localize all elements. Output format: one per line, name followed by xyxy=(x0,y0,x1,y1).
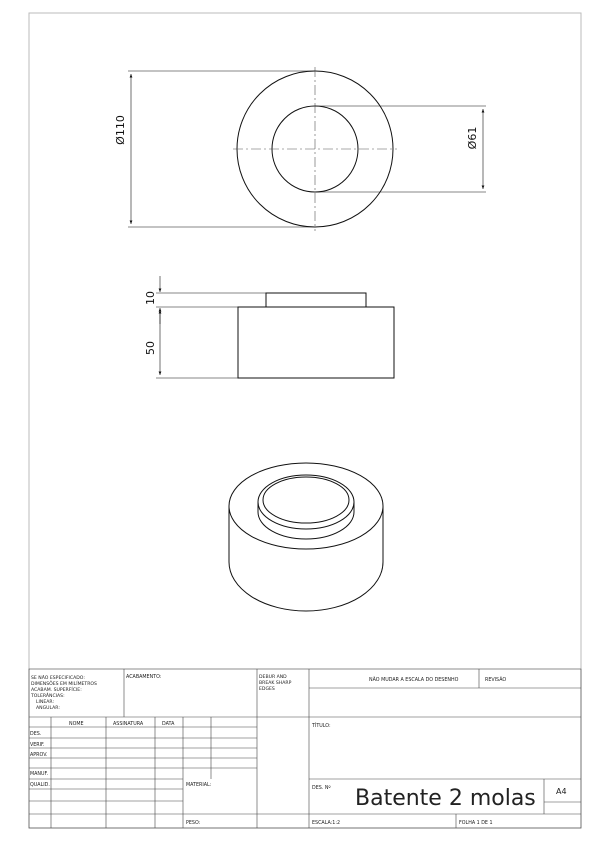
escala-label: ESCALA:1:2 xyxy=(312,821,341,826)
top-view xyxy=(233,67,397,231)
center-lines xyxy=(233,67,397,231)
inner-diameter-label: Ø61 xyxy=(466,126,479,150)
outer-diameter-label: Ø110 xyxy=(114,115,127,145)
debur-line-3: EDGES xyxy=(259,687,275,692)
revisao-label: REVISÃO xyxy=(485,678,507,683)
header-data: DATA xyxy=(162,722,175,727)
side-view xyxy=(238,293,394,378)
note-line-5: LINEAR: xyxy=(36,700,54,705)
dimension-heights xyxy=(156,276,266,378)
body-rect xyxy=(238,307,394,378)
material-label: MATERIAL: xyxy=(186,783,212,788)
height-body-label: 50 xyxy=(144,341,157,355)
header-assinatura: ASSINATURA xyxy=(113,722,144,727)
row-aprov: APROV. xyxy=(30,753,48,758)
row-verif: VERIF. xyxy=(30,743,45,748)
dimension-inner-diameter xyxy=(315,106,486,192)
drawing-title: Batente 2 molas xyxy=(355,786,536,811)
collar-inner xyxy=(263,477,349,523)
height-top-label: 10 xyxy=(144,291,157,305)
header-nome: NOME xyxy=(69,722,84,727)
acabamento-label: ACABAMENTO: xyxy=(126,675,162,680)
note-line-4: TOLERÂNCIAS: xyxy=(31,694,65,699)
note-line-1: SE NÃO ESPECIFICADO: xyxy=(31,676,85,681)
no-scale-note: NÃO MUDAR A ESCALA DO DESENHO xyxy=(369,678,459,683)
isometric-view xyxy=(229,463,383,611)
note-line-2: DIMENSÕES EM MILÍMETROS xyxy=(31,682,97,687)
top-rim xyxy=(229,463,383,549)
row-qualid: QUALID. xyxy=(30,783,50,788)
titulo-label: TÍTULO: xyxy=(312,724,331,729)
note-line-3: ACABAM. SUPERFÍCIE: xyxy=(31,688,82,693)
sheet-border xyxy=(29,13,581,828)
des-no-label: DES. Nº xyxy=(312,786,331,791)
peso-label: PESO: xyxy=(186,821,201,826)
note-line-6: ANGULAR: xyxy=(36,706,60,711)
debur-line-2: BREAK SHARP xyxy=(259,681,292,686)
sheet-size: A4 xyxy=(556,787,567,796)
collar-top xyxy=(258,475,354,529)
folha-label: FOLHA 1 DE 1 xyxy=(459,821,493,826)
debur-line-1: DEBUR AND xyxy=(259,675,287,680)
row-des: DES. xyxy=(30,732,42,737)
collar-rect xyxy=(266,293,366,307)
row-manuf: MANUF. xyxy=(30,772,49,777)
dimension-outer-diameter xyxy=(128,71,315,227)
